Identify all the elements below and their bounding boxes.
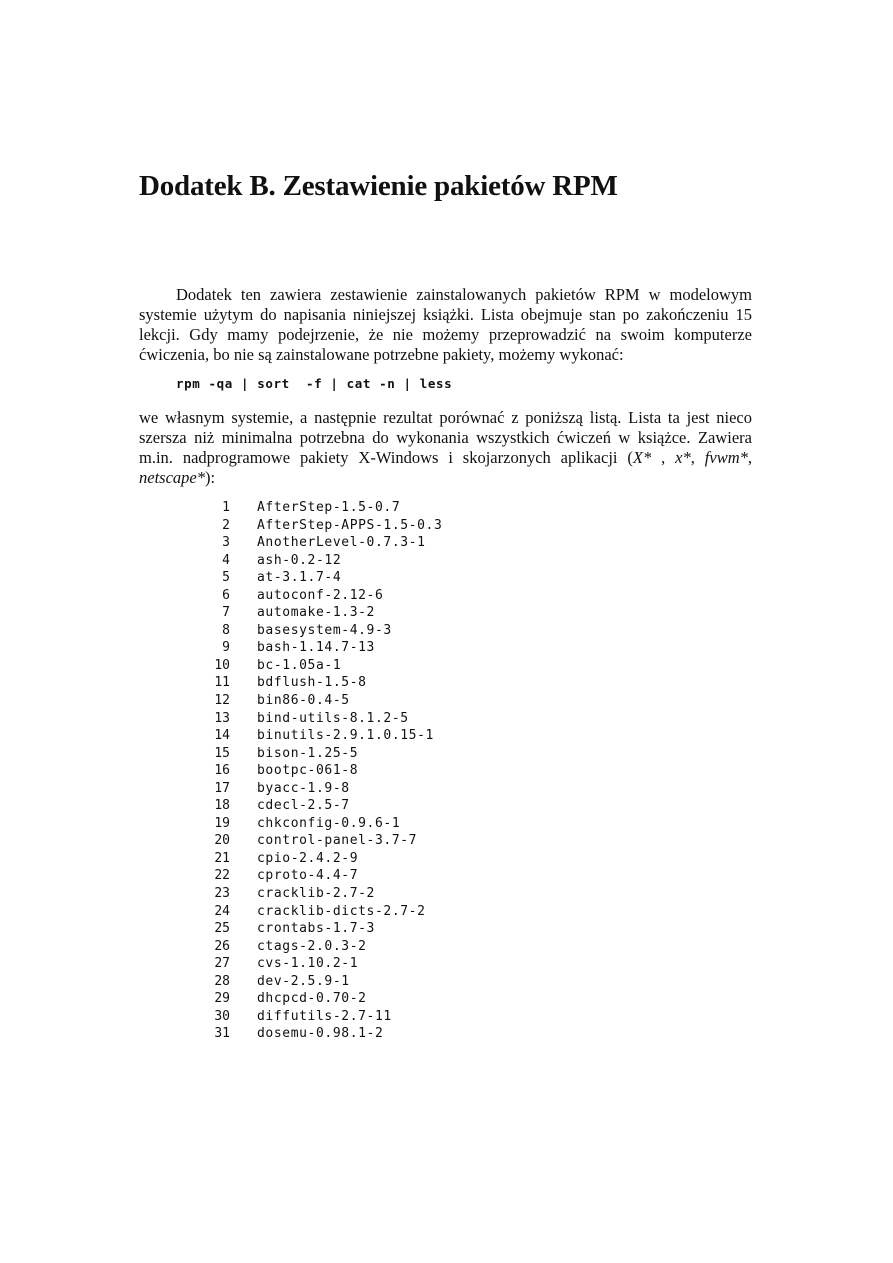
package-number: 23 bbox=[214, 886, 230, 902]
package-row bbox=[200, 622, 500, 640]
package-number: 13 bbox=[214, 710, 230, 726]
package-row bbox=[200, 973, 500, 991]
package-row bbox=[200, 920, 500, 938]
compare-text: we własnym systemie, a następnie rezultat porównać z poniższą listą. Lista ta jest nieco szersza niż minimalna potrzebna do wykonania wszystkich ćwiczeń w książce. Zawiera m.in. nadprogramowe pakiety X-Windows i skojarzonych aplikacji ( bbox=[139, 408, 752, 467]
package-number: 5 bbox=[222, 570, 230, 586]
package-number: 22 bbox=[214, 868, 230, 884]
pattern-separator: , bbox=[690, 448, 705, 467]
package-number: 7 bbox=[222, 605, 230, 621]
command-line: rpm -qa | sort -f | cat -n | less bbox=[176, 376, 453, 391]
package-row bbox=[200, 1025, 500, 1043]
package-row bbox=[200, 903, 500, 921]
package-row bbox=[200, 639, 500, 657]
package-number: 9 bbox=[222, 640, 230, 656]
package-name: dev-2.5.9-1 bbox=[257, 973, 350, 989]
package-row bbox=[200, 832, 500, 850]
package-name: cvs-1.10.2-1 bbox=[257, 956, 359, 972]
package-number: 29 bbox=[214, 991, 230, 1007]
intro-paragraph: Dodatek ten zawiera zestawienie zainstalowanych pakietów RPM w modelowym systemie użytym do napisania niniejszej książki. Lista obejmuje stan po zakończeniu 15 lekcji. Gdy mamy podejrzenie, że nie możemy przeprowadzić na swoim komputerze ćwiczenia, bo nie są zainstalowane potrzebne pakiety, możemy wykonać: bbox=[139, 285, 752, 364]
package-number: 4 bbox=[222, 552, 230, 568]
package-name: crontabs-1.7-3 bbox=[257, 921, 375, 937]
package-list bbox=[200, 499, 500, 1043]
package-name: AnotherLevel-0.7.3-1 bbox=[257, 535, 426, 551]
compare-paragraph bbox=[139, 408, 752, 488]
package-number: 3 bbox=[222, 535, 230, 551]
package-name: dhcpcd-0.70-2 bbox=[257, 991, 367, 1007]
package-row bbox=[200, 938, 500, 956]
package-row bbox=[200, 797, 500, 815]
package-name: dosemu-0.98.1-2 bbox=[257, 1026, 384, 1042]
package-number: 25 bbox=[214, 921, 230, 937]
package-row bbox=[200, 955, 500, 973]
package-row bbox=[200, 534, 500, 552]
package-number: 11 bbox=[214, 675, 230, 691]
package-name: binutils-2.9.1.0.15-1 bbox=[257, 728, 434, 744]
package-name: bc-1.05a-1 bbox=[257, 657, 342, 673]
package-name: cracklib-dicts-2.7-2 bbox=[257, 903, 426, 919]
package-row bbox=[200, 587, 500, 605]
pattern-separator: , bbox=[747, 448, 752, 467]
package-row bbox=[200, 657, 500, 675]
package-number: 18 bbox=[214, 798, 230, 814]
package-number: 17 bbox=[214, 780, 230, 796]
package-name: automake-1.3-2 bbox=[257, 605, 375, 621]
package-name: control-panel-3.7-7 bbox=[257, 833, 418, 849]
package-row bbox=[200, 780, 500, 798]
package-number: 1 bbox=[222, 500, 230, 515]
package-row bbox=[200, 517, 500, 535]
package-number: 24 bbox=[214, 903, 230, 919]
pattern-end: ): bbox=[204, 468, 216, 487]
package-name: basesystem-4.9-3 bbox=[257, 622, 392, 638]
package-name: AfterStep-1.5-0.7 bbox=[257, 500, 401, 515]
package-row bbox=[200, 1008, 500, 1026]
package-row bbox=[200, 867, 500, 885]
package-row bbox=[200, 762, 500, 780]
package-number: 19 bbox=[214, 815, 230, 831]
pattern-x-lower: x* bbox=[675, 448, 691, 467]
package-number: 20 bbox=[214, 833, 230, 849]
package-number: 27 bbox=[214, 956, 230, 972]
package-row bbox=[200, 499, 500, 517]
package-row bbox=[200, 885, 500, 903]
package-name: at-3.1.7-4 bbox=[257, 570, 342, 586]
pattern-separator: , bbox=[651, 448, 676, 467]
package-number: 16 bbox=[214, 763, 230, 779]
package-row bbox=[200, 990, 500, 1008]
package-name: bison-1.25-5 bbox=[257, 745, 359, 761]
package-number: 15 bbox=[214, 745, 230, 761]
package-number: 21 bbox=[214, 850, 230, 866]
package-row bbox=[200, 710, 500, 728]
package-row bbox=[200, 674, 500, 692]
package-row bbox=[200, 552, 500, 570]
pattern-fvwm: fvwm* bbox=[704, 448, 748, 467]
package-number: 6 bbox=[222, 587, 230, 603]
package-row bbox=[200, 569, 500, 587]
package-name: chkconfig-0.9.6-1 bbox=[257, 815, 401, 831]
pattern-x-upper: X* bbox=[632, 448, 652, 467]
package-row bbox=[200, 604, 500, 622]
package-row bbox=[200, 692, 500, 710]
package-name: bash-1.14.7-13 bbox=[257, 640, 375, 656]
package-name: cdecl-2.5-7 bbox=[257, 798, 350, 814]
package-name: AfterStep-APPS-1.5-0.3 bbox=[257, 517, 443, 533]
pattern-netscape: netscape* bbox=[139, 468, 205, 487]
package-number: 14 bbox=[214, 728, 230, 744]
package-row bbox=[200, 745, 500, 763]
page-title: Dodatek B. Zestawienie pakietów RPM bbox=[139, 170, 618, 202]
package-name: bind-utils-8.1.2-5 bbox=[257, 710, 409, 726]
package-name: autoconf-2.12-6 bbox=[257, 587, 384, 603]
package-name: diffutils-2.7-11 bbox=[257, 1008, 392, 1024]
package-number: 10 bbox=[214, 657, 230, 673]
package-name: bootpc-061-8 bbox=[257, 763, 359, 779]
package-name: ash-0.2-12 bbox=[257, 552, 342, 568]
package-name: bin86-0.4-5 bbox=[257, 693, 350, 709]
package-number: 30 bbox=[214, 1008, 230, 1024]
package-row bbox=[200, 727, 500, 745]
package-number: 31 bbox=[214, 1026, 230, 1042]
package-name: cracklib-2.7-2 bbox=[257, 886, 375, 902]
package-number: 26 bbox=[214, 938, 230, 954]
package-name: cproto-4.4-7 bbox=[257, 868, 359, 884]
package-number: 2 bbox=[222, 517, 230, 533]
package-number: 12 bbox=[214, 693, 230, 709]
package-name: cpio-2.4.2-9 bbox=[257, 850, 359, 866]
package-name: ctags-2.0.3-2 bbox=[257, 938, 367, 954]
package-row bbox=[200, 850, 500, 868]
package-name: bdflush-1.5-8 bbox=[257, 675, 367, 691]
package-number: 8 bbox=[222, 622, 230, 638]
package-row bbox=[200, 815, 500, 833]
package-name: byacc-1.9-8 bbox=[257, 780, 350, 796]
package-number: 28 bbox=[214, 973, 230, 989]
